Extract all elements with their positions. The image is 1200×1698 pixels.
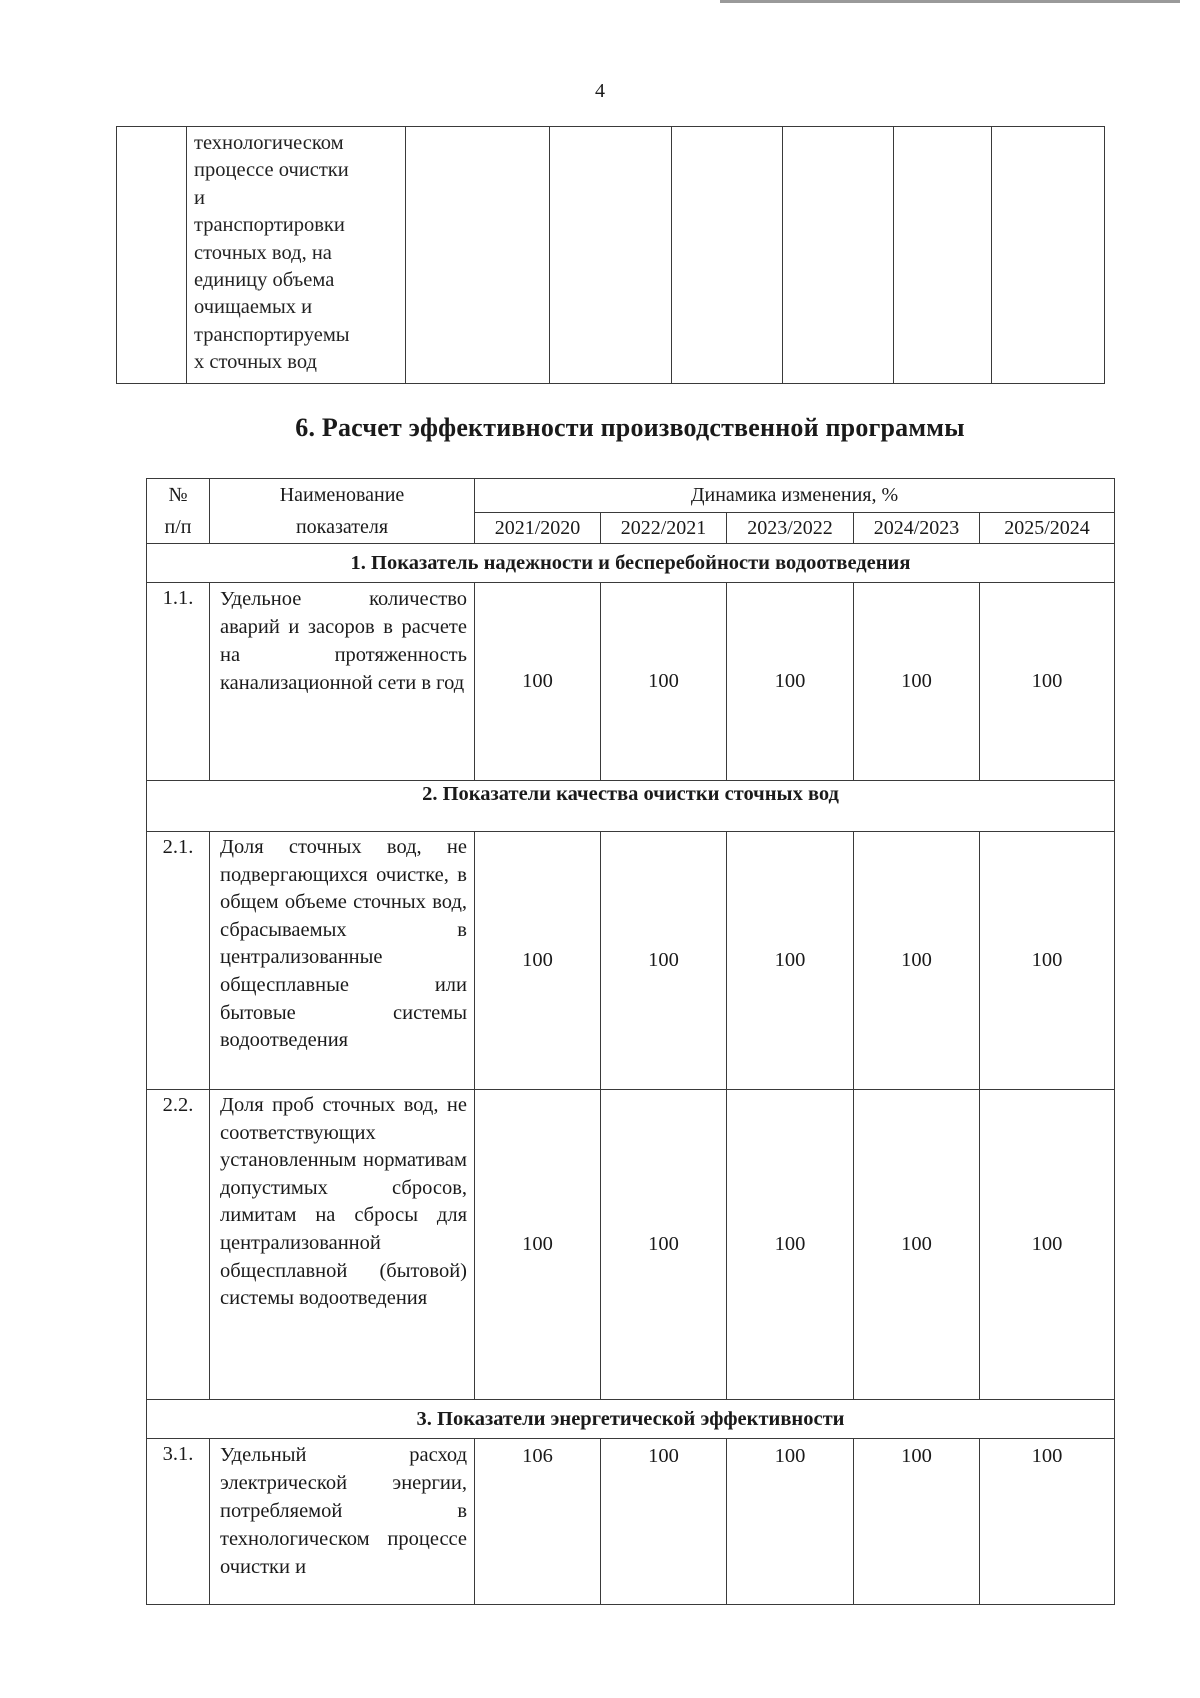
row-name: Удельный расход электрической энергии, потребляемой в технологическом процессе очистки и — [210, 1439, 475, 1605]
empty-cell — [992, 127, 1105, 384]
row-value: 100 — [854, 832, 980, 1090]
row-value: 100 — [980, 1439, 1115, 1605]
col-name-header: Наименование — [210, 479, 475, 513]
continuation-name-cell — [187, 127, 406, 384]
row-value: 106 — [475, 1439, 601, 1605]
group-title-row — [147, 781, 1115, 832]
group-title: 3. Показатели энергетической эффективности — [147, 1400, 1115, 1439]
empty-cell — [783, 127, 894, 384]
group-title-row — [147, 1400, 1115, 1439]
header-row — [147, 479, 1115, 513]
name-line: транспортируемы — [194, 323, 350, 346]
name-line: и — [194, 186, 205, 209]
row-value: 100 — [601, 832, 727, 1090]
table-row — [147, 832, 1115, 1090]
row-number: 1.1. — [147, 583, 210, 781]
year-header: 2022/2021 — [601, 513, 727, 544]
name-line: очищаемых и — [194, 296, 313, 319]
row-value: 100 — [475, 832, 601, 1090]
row-value: 100 — [980, 832, 1115, 1090]
row-value: 100 — [475, 1090, 601, 1400]
row-value: 100 — [854, 1090, 980, 1400]
header-row-years — [147, 513, 1115, 544]
row-value: 100 — [601, 1090, 727, 1400]
efficiency-table — [146, 478, 1115, 1605]
row-value: 100 — [854, 1439, 980, 1605]
year-header: 2021/2020 — [475, 513, 601, 544]
row-value: 100 — [854, 583, 980, 781]
empty-cell — [550, 127, 672, 384]
num-cell — [117, 127, 187, 384]
col-num-header-2: п/п — [147, 513, 210, 544]
table-row — [147, 1439, 1115, 1605]
row-number: 2.2. — [147, 1090, 210, 1400]
continuation-table — [116, 126, 1105, 384]
row-value: 100 — [727, 832, 854, 1090]
row-value: 100 — [601, 583, 727, 781]
name-line: технологическом — [194, 132, 344, 154]
row-value: 100 — [980, 583, 1115, 781]
row-value: 100 — [475, 583, 601, 781]
row-value: 100 — [727, 1439, 854, 1605]
group-title-row — [147, 544, 1115, 583]
row-name: Доля сточных вод, не подвергающихся очистке, в общем объеме сточных вод, сбрасываемых в централизованные общесплавные или бытовые системы водоотведения — [210, 832, 475, 1090]
empty-cell — [406, 127, 550, 384]
row-number: 3.1. — [147, 1439, 210, 1605]
row-value: 100 — [727, 1090, 854, 1400]
empty-cell — [672, 127, 783, 384]
page-number: 4 — [595, 80, 605, 102]
top-edge-rule — [720, 0, 1180, 3]
section-title: 6. Расчет эффективности производственной программы — [295, 413, 965, 442]
row-value: 100 — [601, 1439, 727, 1605]
row-number: 2.1. — [147, 832, 210, 1090]
col-num-header: № — [147, 479, 210, 513]
name-line: транспортировки — [194, 214, 345, 237]
table-row — [147, 1090, 1115, 1400]
name-line: сточных вод, на — [194, 241, 332, 264]
name-line: х сточных вод — [194, 351, 317, 374]
year-header: 2023/2022 — [727, 513, 854, 544]
name-line: единицу объема — [194, 269, 335, 292]
row-name: Доля проб сточных вод, не соответствующих установленным нормативам допустимых сбросов, лимитам на сбросы для централизованной общесплавной (бытовой) системы водоотведения — [210, 1090, 475, 1400]
continuation-row — [117, 127, 1105, 384]
col-name-header-2: показателя — [210, 513, 475, 544]
empty-cell — [894, 127, 992, 384]
year-header: 2025/2024 — [980, 513, 1115, 544]
group-title: 1. Показатель надежности и бесперебойности водоотведения — [147, 544, 1115, 583]
table-row — [147, 583, 1115, 781]
row-value: 100 — [980, 1090, 1115, 1400]
group-title: 2. Показатели качества очистки сточных вод — [147, 781, 1115, 832]
row-value: 100 — [727, 583, 854, 781]
dynamics-header: Динамика изменения, % — [475, 479, 1115, 513]
row-name: Удельное количество аварий и засоров в расчете на протяженность канализационной сети в год — [210, 583, 475, 781]
name-line: процессе очистки — [194, 159, 349, 182]
year-header: 2024/2023 — [854, 513, 980, 544]
